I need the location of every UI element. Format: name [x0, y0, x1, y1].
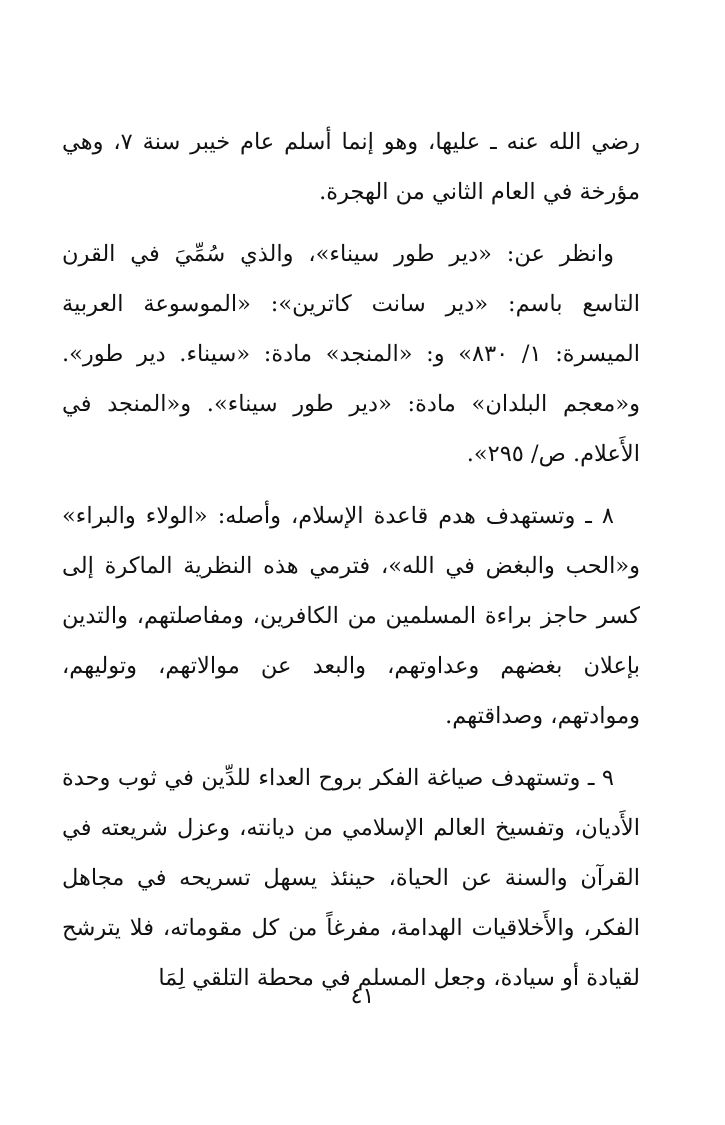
page-number: ٤١	[350, 984, 375, 1009]
paragraph-point-8: ٨ ـ وتستهدف هدم قاعدة الإسلام، وأصله: «الولاء والبراء» و«الحب والبغض في الله»، فترمي هذه النظرية الماكرة إلى كسر حاجز براءة المسلمين من الكافرين، ومفاصلتهم، والتدين بإعلان بغضهم وعداوتهم، والبعد عن موالاتهم، وتوليهم، وموادتهم، وصداقتهم.	[62, 503, 640, 729]
paragraph-references: وانظر عن: «دير طور سيناء»، والذي سُمِّيَ في القرن التاسع باسم: «دير سانت كاترين»: «الموسوعة العربية الميسرة: ١/ ٨٣٠» و: «المنجد» مادة: «سيناء. دير طور». و«معجم البلدان» مادة: «دير طور سيناء». و«المنجد في الأَعلام. ص/ ٢٩٥».	[62, 241, 640, 467]
paragraph-footnote-continuation: رضي الله عنه ـ عليها، وهو إنما أسلم عام خيبر سنة ٧، وهي مؤرخة في العام الثاني من الهجرة.	[62, 129, 640, 205]
paragraph-point-9: ٩ ـ وتستهدف صياغة الفكر بروح العداء للدِّين في ثوب وحدة الأَديان، وتفسيخ العالم الإسلامي من ديانته، وعزل شريعته في القرآن والسنة عن الحياة، حينئذ يسهل تسريحه في مجاهل الفكر، والأَخلاقيات الهدامة، مفرغاً من كل مقوماته، فلا يترشح لقيادة أو سيادة، وجعل المسلم في محطة التلقي لِمَا	[62, 765, 640, 991]
body-text	[62, 117, 640, 1003]
